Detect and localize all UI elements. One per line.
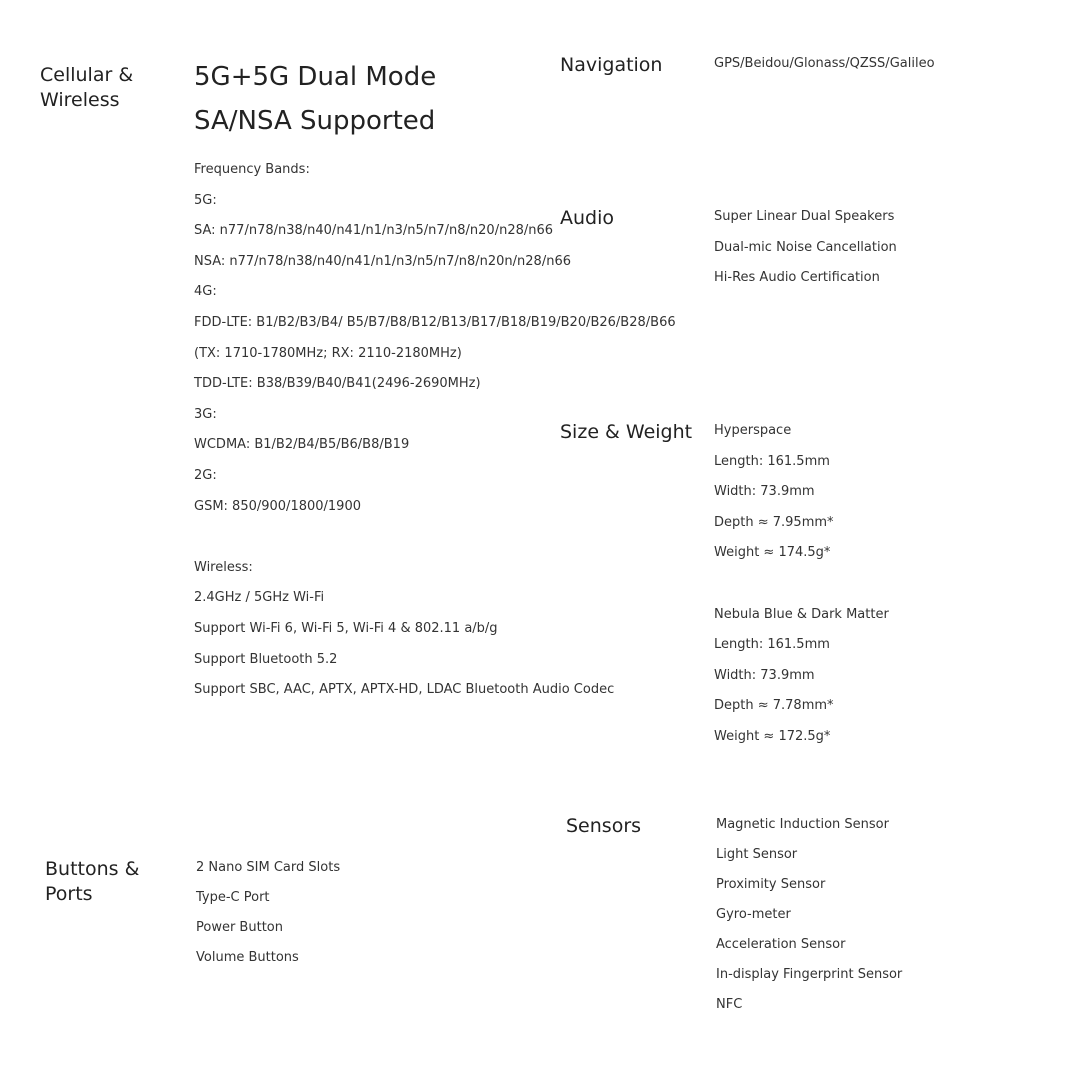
list-item: 3G: [194, 406, 217, 422]
list-item: Super Linear Dual Speakers [714, 209, 895, 224]
list-item: Support SBC, AAC, APTX, APTX-HD, LDAC Bluetooth Audio Codec [194, 682, 615, 698]
list-item: Acceleration Sensor [716, 937, 846, 952]
cellular-wireless-heading: Cellular & Wireless [40, 64, 134, 111]
list-item: 5G: [194, 192, 217, 208]
list-item: 2 Nano SIM Card Slots [196, 860, 341, 875]
sensors-heading: Sensors [566, 815, 642, 837]
buttons-ports-heading: Buttons & Ports [45, 858, 140, 905]
list-item: GSM: 850/900/1800/1900 [194, 498, 361, 514]
list-item: Type-C Port [196, 890, 270, 905]
list-item: Hi-Res Audio Certification [714, 270, 880, 286]
list-item: Weight ≈ 172.5g* [714, 728, 831, 744]
list-item: Proximity Sensor [716, 877, 826, 892]
sensors-list [716, 810, 902, 1020]
size-weight-heading: Size & Weight [560, 421, 693, 443]
list-item: Gyro-meter [716, 907, 791, 922]
buttons-ports-list [196, 853, 340, 973]
list-item: Weight ≈ 174.5g* [714, 545, 831, 561]
list-item: WCDMA: B1/B2/B4/B5/B6/B8/B19 [194, 437, 410, 453]
list-item: SA: n77/n78/n38/n40/n41/n1/n3/n5/n7/n8/n20/n28/n66 [194, 223, 554, 239]
dual-mode-headline: 5G+5G Dual Mode [194, 62, 437, 92]
list-item: NFC [716, 997, 743, 1012]
list-item: Length: 161.5mm [714, 453, 830, 469]
list-item: In-display Fingerprint Sensor [716, 967, 903, 982]
list-item: Light Sensor [716, 847, 798, 862]
list-item: Volume Buttons [196, 950, 299, 965]
list-item: Length: 161.5mm [714, 637, 830, 653]
list-item: Frequency Bands: [194, 162, 310, 177]
list-item: Width: 73.9mm [714, 484, 815, 500]
size-weight-list [714, 416, 889, 753]
navigation-heading: Navigation [560, 54, 663, 76]
spacer [714, 569, 889, 600]
spacer [194, 522, 676, 553]
list-item: Support Wi-Fi 6, Wi-Fi 5, Wi-Fi 4 & 802.11 a/b/g [194, 620, 498, 636]
list-item: TDD-LTE: B38/B39/B40/B41(2496-2690MHz) [194, 376, 481, 392]
list-item: Dual-mic Noise Cancellation [714, 239, 897, 255]
list-item: 4G: [194, 284, 217, 300]
list-item: Nebula Blue & Dark Matter [714, 606, 889, 622]
list-item: 2G: [194, 467, 217, 483]
list-item: (TX: 1710-1780MHz; RX: 2110-2180MHz) [194, 345, 462, 361]
list-item: Width: 73.9mm [714, 667, 815, 683]
list-item: NSA: n77/n78/n38/n40/n41/n1/n3/n5/n7/n8/n20n/n28/n66 [194, 253, 571, 269]
list-item: Depth ≈ 7.95mm* [714, 514, 834, 530]
navigation-list [714, 49, 935, 80]
list-item: Hyperspace [714, 423, 792, 438]
list-item: 2.4GHz / 5GHz Wi-Fi [194, 590, 325, 606]
list-item: GPS/Beidou/Glonass/QZSS/Galileo [714, 56, 935, 71]
sa-nsa-headline: SA/NSA Supported [194, 106, 436, 136]
list-item: Magnetic Induction Sensor [716, 817, 889, 832]
list-item: FDD-LTE: B1/B2/B3/B4/ B5/B7/B8/B12/B13/B17/B18/B19/B20/B26/B28/B66 [194, 314, 676, 330]
list-item: Support Bluetooth 5.2 [194, 651, 338, 667]
audio-list [714, 202, 897, 294]
list-item: Depth ≈ 7.78mm* [714, 698, 834, 714]
list-item: Power Button [196, 920, 283, 935]
list-item: Wireless: [194, 559, 253, 575]
audio-heading: Audio [560, 207, 615, 229]
